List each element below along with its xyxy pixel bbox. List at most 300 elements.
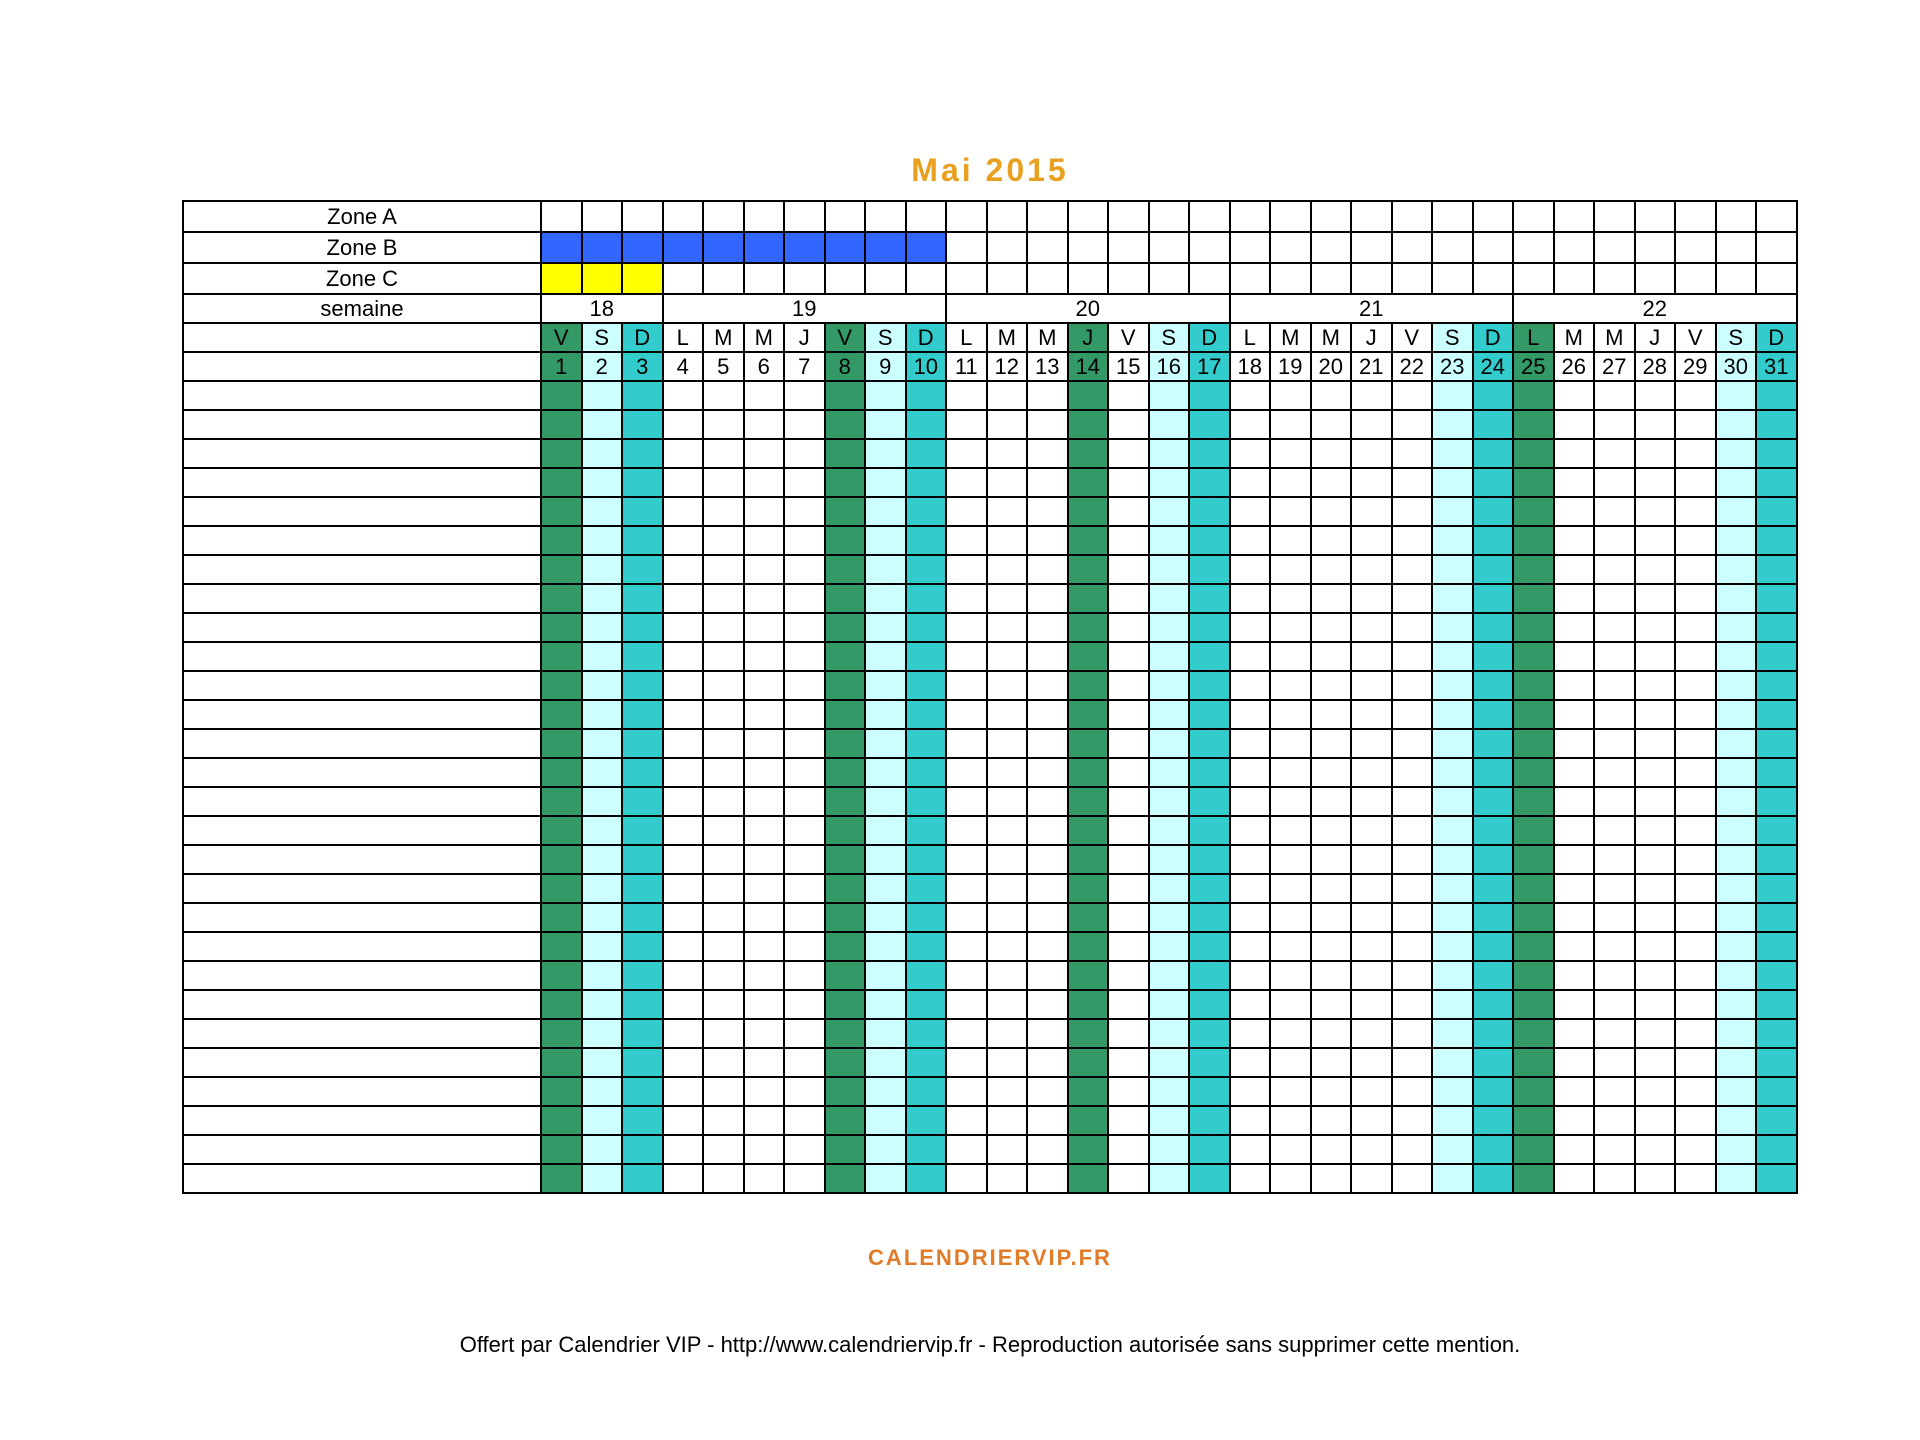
entry-day-cell bbox=[1473, 990, 1514, 1019]
entry-day-cell bbox=[703, 410, 744, 439]
entry-label-cell bbox=[183, 613, 541, 642]
entry-day-cell bbox=[1230, 758, 1271, 787]
entry-day-cell bbox=[703, 700, 744, 729]
entry-day-cell bbox=[1392, 613, 1433, 642]
entry-day-cell bbox=[1149, 845, 1190, 874]
entry-day-cell bbox=[987, 468, 1028, 497]
entry-label-cell bbox=[183, 845, 541, 874]
entry-day-cell bbox=[865, 1135, 906, 1164]
entry-day-cell bbox=[541, 816, 582, 845]
zone-day-cell bbox=[1027, 201, 1068, 232]
zone-day-cell bbox=[1392, 201, 1433, 232]
entry-day-cell bbox=[1189, 584, 1230, 613]
day-number: 16 bbox=[1149, 352, 1190, 381]
entry-day-cell bbox=[1230, 526, 1271, 555]
entry-day-cell bbox=[1594, 613, 1635, 642]
day-number: 7 bbox=[784, 352, 825, 381]
entry-day-cell bbox=[1270, 1164, 1311, 1193]
zone-day-cell bbox=[784, 201, 825, 232]
entry-day-cell bbox=[906, 961, 947, 990]
entry-day-cell bbox=[946, 961, 987, 990]
entry-day-cell bbox=[1473, 1019, 1514, 1048]
zone-day-cell bbox=[825, 201, 866, 232]
entry-day-cell bbox=[1554, 758, 1595, 787]
entry-day-cell bbox=[744, 1135, 785, 1164]
entry-day-cell bbox=[906, 845, 947, 874]
entry-day-cell bbox=[1108, 961, 1149, 990]
entry-day-cell bbox=[1351, 845, 1392, 874]
day-letter: L bbox=[946, 323, 987, 352]
entry-day-cell bbox=[582, 468, 623, 497]
entry-day-cell bbox=[1716, 700, 1757, 729]
entry-day-cell bbox=[906, 468, 947, 497]
entry-day-cell bbox=[1230, 410, 1271, 439]
entry-day-cell bbox=[906, 410, 947, 439]
entry-day-cell bbox=[1149, 555, 1190, 584]
entry-row bbox=[183, 642, 1797, 671]
entry-day-cell bbox=[541, 526, 582, 555]
entry-row bbox=[183, 1019, 1797, 1048]
entry-day-cell bbox=[906, 1048, 947, 1077]
entry-day-cell bbox=[1149, 990, 1190, 1019]
entry-day-cell bbox=[1635, 381, 1676, 410]
entry-day-cell bbox=[1594, 729, 1635, 758]
zone-day-cell bbox=[946, 201, 987, 232]
entry-day-cell bbox=[1473, 903, 1514, 932]
entry-day-cell bbox=[1675, 816, 1716, 845]
zone-day-cell bbox=[1189, 263, 1230, 294]
entry-day-cell bbox=[703, 1077, 744, 1106]
entry-day-cell bbox=[1027, 1106, 1068, 1135]
entry-day-cell bbox=[703, 1019, 744, 1048]
zone-day-cell bbox=[1675, 263, 1716, 294]
day-letter: V bbox=[1392, 323, 1433, 352]
day-letter: S bbox=[1716, 323, 1757, 352]
entry-day-cell bbox=[1149, 932, 1190, 961]
entry-day-cell bbox=[946, 642, 987, 671]
entry-day-cell bbox=[1513, 526, 1554, 555]
day-number: 12 bbox=[987, 352, 1028, 381]
entry-day-cell bbox=[582, 439, 623, 468]
entry-day-cell bbox=[1473, 1077, 1514, 1106]
zone-day-cell bbox=[1311, 232, 1352, 263]
entry-day-cell bbox=[1068, 787, 1109, 816]
entry-day-cell bbox=[1351, 932, 1392, 961]
entry-row bbox=[183, 1077, 1797, 1106]
entry-day-cell bbox=[744, 468, 785, 497]
entry-day-cell bbox=[1756, 816, 1797, 845]
entry-day-cell bbox=[865, 961, 906, 990]
entry-day-cell bbox=[1756, 700, 1797, 729]
entry-day-cell bbox=[1473, 758, 1514, 787]
entry-row bbox=[183, 555, 1797, 584]
entry-day-cell bbox=[582, 816, 623, 845]
entry-day-cell bbox=[865, 381, 906, 410]
entry-day-cell bbox=[1108, 1164, 1149, 1193]
zone-day-cell bbox=[1311, 263, 1352, 294]
entry-day-cell bbox=[1351, 758, 1392, 787]
entry-day-cell bbox=[1675, 642, 1716, 671]
entry-day-cell bbox=[703, 439, 744, 468]
entry-day-cell bbox=[1716, 468, 1757, 497]
entry-day-cell bbox=[825, 1048, 866, 1077]
entry-day-cell bbox=[1311, 642, 1352, 671]
calendar-table bbox=[182, 200, 1798, 1194]
entry-day-cell bbox=[1311, 526, 1352, 555]
entry-day-cell bbox=[622, 874, 663, 903]
entry-day-cell bbox=[1594, 497, 1635, 526]
entry-day-cell bbox=[987, 410, 1028, 439]
entry-day-cell bbox=[663, 961, 704, 990]
entry-day-cell bbox=[1068, 729, 1109, 758]
entry-day-cell bbox=[784, 787, 825, 816]
entry-day-cell bbox=[1554, 497, 1595, 526]
entry-day-cell bbox=[1189, 816, 1230, 845]
entry-day-cell bbox=[906, 1135, 947, 1164]
entry-day-cell bbox=[946, 845, 987, 874]
entry-day-cell bbox=[1068, 816, 1109, 845]
entry-day-cell bbox=[1432, 787, 1473, 816]
entry-day-cell bbox=[1189, 990, 1230, 1019]
day-letter: D bbox=[622, 323, 663, 352]
entry-day-cell bbox=[1635, 526, 1676, 555]
entry-day-cell bbox=[703, 584, 744, 613]
entry-day-cell bbox=[987, 845, 1028, 874]
entry-day-cell bbox=[1513, 816, 1554, 845]
entry-day-cell bbox=[541, 1106, 582, 1135]
zone-day-cell bbox=[1716, 263, 1757, 294]
entry-day-cell bbox=[1311, 1019, 1352, 1048]
entry-day-cell bbox=[1554, 729, 1595, 758]
zone-day-cell bbox=[946, 232, 987, 263]
entry-day-cell bbox=[1756, 1048, 1797, 1077]
entry-day-cell bbox=[582, 845, 623, 874]
zone-day-cell bbox=[1594, 263, 1635, 294]
entry-row bbox=[183, 932, 1797, 961]
entry-day-cell bbox=[1594, 874, 1635, 903]
entry-label-cell bbox=[183, 1106, 541, 1135]
entry-day-cell bbox=[1675, 1077, 1716, 1106]
day-letter: D bbox=[906, 323, 947, 352]
entry-day-cell bbox=[663, 1164, 704, 1193]
entry-row bbox=[183, 410, 1797, 439]
entry-day-cell bbox=[1149, 381, 1190, 410]
entry-day-cell bbox=[663, 497, 704, 526]
entry-day-cell bbox=[1027, 1048, 1068, 1077]
entry-day-cell bbox=[1473, 700, 1514, 729]
entry-day-cell bbox=[1230, 497, 1271, 526]
entry-day-cell bbox=[1027, 1077, 1068, 1106]
zone-day-cell bbox=[865, 263, 906, 294]
entry-day-cell bbox=[825, 584, 866, 613]
day-letter-row bbox=[183, 323, 1797, 352]
entry-row bbox=[183, 700, 1797, 729]
entry-day-cell bbox=[1432, 613, 1473, 642]
entry-day-cell bbox=[1351, 555, 1392, 584]
entry-day-cell bbox=[744, 1048, 785, 1077]
entry-day-cell bbox=[1594, 990, 1635, 1019]
entry-day-cell bbox=[987, 932, 1028, 961]
entry-day-cell bbox=[703, 961, 744, 990]
entry-day-cell bbox=[1149, 1019, 1190, 1048]
entry-day-cell bbox=[1108, 555, 1149, 584]
entry-day-cell bbox=[1068, 1164, 1109, 1193]
entry-day-cell bbox=[1189, 497, 1230, 526]
entry-day-cell bbox=[1513, 1048, 1554, 1077]
entry-day-cell bbox=[1756, 1164, 1797, 1193]
entry-day-cell bbox=[1189, 700, 1230, 729]
entry-day-cell bbox=[744, 1077, 785, 1106]
entry-day-cell bbox=[744, 1019, 785, 1048]
entry-day-cell bbox=[1230, 1048, 1271, 1077]
day-letter: V bbox=[1108, 323, 1149, 352]
entry-day-cell bbox=[1716, 642, 1757, 671]
entry-day-cell bbox=[1027, 845, 1068, 874]
entry-day-cell bbox=[541, 932, 582, 961]
entry-day-cell bbox=[1716, 1019, 1757, 1048]
entry-day-cell bbox=[744, 671, 785, 700]
entry-day-cell bbox=[1392, 497, 1433, 526]
zone-day-cell bbox=[1594, 232, 1635, 263]
entry-day-cell bbox=[1716, 555, 1757, 584]
entry-day-cell bbox=[1351, 439, 1392, 468]
entry-day-cell bbox=[1189, 845, 1230, 874]
entry-day-cell bbox=[1554, 700, 1595, 729]
day-number: 17 bbox=[1189, 352, 1230, 381]
entry-day-cell bbox=[1230, 874, 1271, 903]
entry-day-cell bbox=[1068, 990, 1109, 1019]
entry-day-cell bbox=[1068, 874, 1109, 903]
entry-day-cell bbox=[1716, 584, 1757, 613]
entry-day-cell bbox=[541, 961, 582, 990]
entry-day-cell bbox=[1756, 642, 1797, 671]
entry-day-cell bbox=[1432, 584, 1473, 613]
entry-day-cell bbox=[1351, 700, 1392, 729]
entry-day-cell bbox=[1230, 903, 1271, 932]
entry-day-cell bbox=[663, 671, 704, 700]
entry-day-cell bbox=[663, 700, 704, 729]
entry-day-cell bbox=[1473, 642, 1514, 671]
entry-row bbox=[183, 961, 1797, 990]
entry-day-cell bbox=[906, 990, 947, 1019]
day-letter: J bbox=[1635, 323, 1676, 352]
entry-day-cell bbox=[1108, 990, 1149, 1019]
entry-day-cell bbox=[582, 584, 623, 613]
entry-row bbox=[183, 1164, 1797, 1193]
entry-day-cell bbox=[1473, 381, 1514, 410]
entry-day-cell bbox=[1432, 758, 1473, 787]
entry-day-cell bbox=[1311, 439, 1352, 468]
entry-day-cell bbox=[946, 903, 987, 932]
entry-day-cell bbox=[1554, 903, 1595, 932]
entry-day-cell bbox=[825, 729, 866, 758]
entry-day-cell bbox=[1311, 671, 1352, 700]
entry-day-cell bbox=[744, 845, 785, 874]
entry-day-cell bbox=[865, 642, 906, 671]
entry-day-cell bbox=[1392, 1048, 1433, 1077]
entry-day-cell bbox=[1473, 961, 1514, 990]
zone-vacation-cell bbox=[865, 232, 906, 263]
zone-vacation-cell bbox=[906, 232, 947, 263]
day-letter: L bbox=[1513, 323, 1554, 352]
entry-day-cell bbox=[663, 932, 704, 961]
entry-day-cell bbox=[1473, 787, 1514, 816]
entry-day-cell bbox=[582, 497, 623, 526]
entry-day-cell bbox=[541, 410, 582, 439]
entry-day-cell bbox=[622, 381, 663, 410]
entry-day-cell bbox=[1351, 642, 1392, 671]
entry-day-cell bbox=[541, 787, 582, 816]
zone-day-cell bbox=[1108, 232, 1149, 263]
entry-day-cell bbox=[865, 1077, 906, 1106]
entry-day-cell bbox=[622, 497, 663, 526]
entry-day-cell bbox=[987, 439, 1028, 468]
entry-day-cell bbox=[825, 845, 866, 874]
day-number: 3 bbox=[622, 352, 663, 381]
entry-day-cell bbox=[1351, 1048, 1392, 1077]
entry-day-cell bbox=[1554, 671, 1595, 700]
entry-day-cell bbox=[784, 613, 825, 642]
entry-day-cell bbox=[1027, 990, 1068, 1019]
entry-day-cell bbox=[1149, 671, 1190, 700]
entry-day-cell bbox=[1716, 816, 1757, 845]
entry-day-cell bbox=[1594, 381, 1635, 410]
entry-day-cell bbox=[987, 787, 1028, 816]
entry-day-cell bbox=[784, 1135, 825, 1164]
entry-day-cell bbox=[541, 381, 582, 410]
zone-vacation-cell bbox=[622, 263, 663, 294]
entry-day-cell bbox=[663, 1077, 704, 1106]
entry-day-cell bbox=[784, 1077, 825, 1106]
entry-day-cell bbox=[784, 1019, 825, 1048]
entry-day-cell bbox=[946, 932, 987, 961]
day-letter: M bbox=[703, 323, 744, 352]
zone-day-cell bbox=[1270, 201, 1311, 232]
entry-day-cell bbox=[825, 816, 866, 845]
zone-day-cell bbox=[987, 201, 1028, 232]
zone-day-cell bbox=[987, 263, 1028, 294]
entry-day-cell bbox=[865, 1106, 906, 1135]
entry-day-cell bbox=[582, 555, 623, 584]
entry-day-cell bbox=[1149, 961, 1190, 990]
entry-day-cell bbox=[1068, 1048, 1109, 1077]
entry-day-cell bbox=[1311, 903, 1352, 932]
entry-day-cell bbox=[541, 1048, 582, 1077]
entry-label-cell bbox=[183, 1164, 541, 1193]
entry-day-cell bbox=[1392, 1077, 1433, 1106]
entry-row bbox=[183, 439, 1797, 468]
entry-day-cell bbox=[1149, 1106, 1190, 1135]
entry-day-cell bbox=[663, 1048, 704, 1077]
entry-day-cell bbox=[1270, 439, 1311, 468]
entry-day-cell bbox=[1635, 410, 1676, 439]
entry-day-cell bbox=[582, 1019, 623, 1048]
entry-day-cell bbox=[622, 526, 663, 555]
entry-day-cell bbox=[1270, 613, 1311, 642]
entry-day-cell bbox=[1594, 845, 1635, 874]
entry-day-cell bbox=[1513, 1164, 1554, 1193]
entry-day-cell bbox=[865, 787, 906, 816]
entry-day-cell bbox=[1675, 874, 1716, 903]
entry-day-cell bbox=[1068, 903, 1109, 932]
entry-day-cell bbox=[1513, 381, 1554, 410]
entry-day-cell bbox=[582, 1077, 623, 1106]
entry-day-cell bbox=[663, 613, 704, 642]
day-number: 27 bbox=[1594, 352, 1635, 381]
zone-day-cell bbox=[1108, 263, 1149, 294]
entry-day-cell bbox=[825, 932, 866, 961]
entry-day-cell bbox=[1270, 845, 1311, 874]
zone-day-cell bbox=[1351, 232, 1392, 263]
entry-day-cell bbox=[1635, 1106, 1676, 1135]
entry-day-cell bbox=[1027, 932, 1068, 961]
entry-day-cell bbox=[1108, 1106, 1149, 1135]
entry-day-cell bbox=[865, 729, 906, 758]
zone-day-cell bbox=[1392, 263, 1433, 294]
entry-day-cell bbox=[1392, 526, 1433, 555]
entry-day-cell bbox=[1513, 729, 1554, 758]
entry-day-cell bbox=[906, 497, 947, 526]
entry-day-cell bbox=[622, 990, 663, 1019]
entry-day-cell bbox=[987, 555, 1028, 584]
entry-day-cell bbox=[1635, 468, 1676, 497]
entry-day-cell bbox=[622, 613, 663, 642]
entry-day-cell bbox=[1756, 903, 1797, 932]
entry-day-cell bbox=[946, 700, 987, 729]
entry-day-cell bbox=[582, 381, 623, 410]
entry-day-cell bbox=[1311, 845, 1352, 874]
zone-day-cell bbox=[1432, 232, 1473, 263]
entry-day-cell bbox=[1351, 1019, 1392, 1048]
entry-day-cell bbox=[1594, 584, 1635, 613]
entry-day-cell bbox=[663, 990, 704, 1019]
entry-day-cell bbox=[987, 497, 1028, 526]
entry-day-cell bbox=[1554, 1164, 1595, 1193]
entry-day-cell bbox=[622, 439, 663, 468]
entry-day-cell bbox=[1473, 555, 1514, 584]
entry-day-cell bbox=[1149, 468, 1190, 497]
entry-day-cell bbox=[744, 961, 785, 990]
entry-day-cell bbox=[946, 613, 987, 642]
entry-day-cell bbox=[541, 584, 582, 613]
entry-day-cell bbox=[1554, 874, 1595, 903]
entry-day-cell bbox=[825, 613, 866, 642]
entry-day-cell bbox=[1108, 1019, 1149, 1048]
entry-day-cell bbox=[703, 932, 744, 961]
entry-day-cell bbox=[1270, 584, 1311, 613]
entry-day-cell bbox=[541, 758, 582, 787]
entry-day-cell bbox=[1270, 758, 1311, 787]
entry-day-cell bbox=[1594, 816, 1635, 845]
entry-day-cell bbox=[1554, 439, 1595, 468]
entry-day-cell bbox=[987, 700, 1028, 729]
entry-day-cell bbox=[1473, 729, 1514, 758]
entry-day-cell bbox=[1311, 816, 1352, 845]
entry-day-cell bbox=[1594, 1106, 1635, 1135]
entry-day-cell bbox=[1635, 671, 1676, 700]
entry-day-cell bbox=[541, 468, 582, 497]
day-number: 22 bbox=[1392, 352, 1433, 381]
entry-day-cell bbox=[1108, 526, 1149, 555]
entry-day-cell bbox=[1230, 468, 1271, 497]
entry-day-cell bbox=[1756, 758, 1797, 787]
zone-day-cell bbox=[1635, 232, 1676, 263]
entry-day-cell bbox=[1149, 729, 1190, 758]
entry-day-cell bbox=[1716, 932, 1757, 961]
week-number: 21 bbox=[1230, 294, 1514, 323]
entry-day-cell bbox=[622, 700, 663, 729]
entry-day-cell bbox=[1189, 555, 1230, 584]
